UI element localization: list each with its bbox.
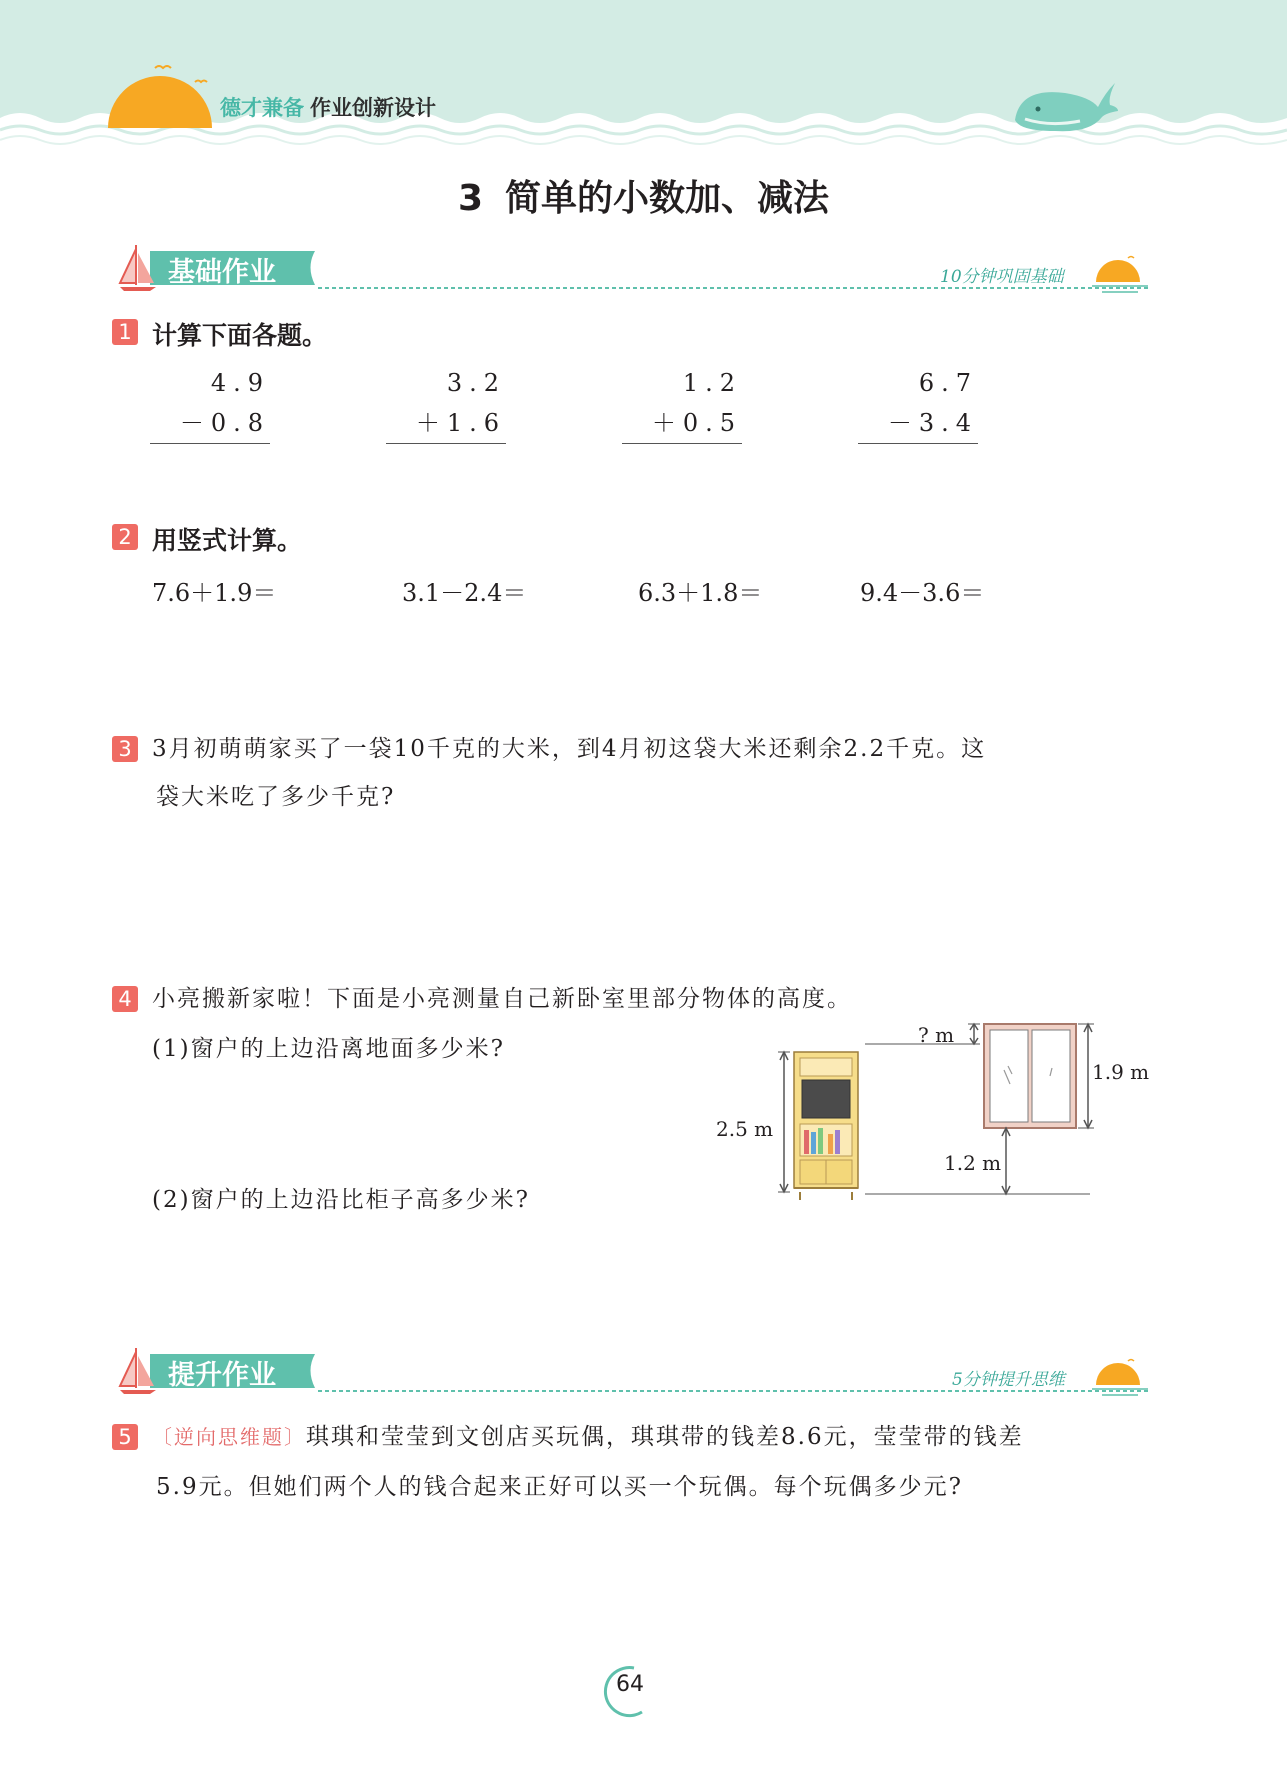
question-number-4: 4 — [112, 986, 138, 1012]
brand-highlight: 德才兼备 — [220, 96, 304, 120]
expression-3: 6.3＋1.8＝ — [638, 579, 763, 607]
room-measurement-figure — [770, 1010, 1150, 1210]
small-sun-icon — [1092, 1355, 1152, 1399]
window-gap-arrow — [968, 1024, 980, 1044]
problem-1-rule — [150, 443, 270, 444]
vertical-problem-2 — [386, 363, 506, 444]
problem-4-bottom: －3.4 — [887, 409, 978, 437]
whale-icon — [1010, 75, 1120, 135]
expression-2: 3.1－2.4＝ — [402, 579, 527, 607]
small-sun-icon — [1092, 252, 1152, 296]
question-2-text: 用竖式计算。 — [152, 526, 303, 555]
expression-4: 9.4－3.6＝ — [860, 579, 985, 607]
problem-1-bottom: －0.8 — [179, 409, 270, 437]
section-label-basic: 基础作业 — [168, 257, 276, 288]
question-5-line-1-text: 琪琪和莹莹到文创店买玩偶，琪琪带的钱差8.6元，莹莹带的钱差 — [306, 1424, 1024, 1450]
cabinet — [794, 1052, 858, 1200]
section-label-advanced: 提升作业 — [168, 1360, 276, 1391]
problem-3-bottom: ＋0.5 — [651, 409, 742, 437]
question-5-line-2: 5.9元。但她们两个人的钱合起来正好可以买一个玩偶。每个玩偶多少元? — [156, 1474, 963, 1500]
question-5-line-1 — [152, 1413, 1024, 1461]
expression-1: 7.6＋1.9＝ — [152, 579, 277, 607]
window-floor-arrow — [1002, 1128, 1010, 1194]
cabinet-height-arrow — [778, 1052, 790, 1192]
problem-4-top: 6.7 — [918, 369, 978, 397]
question-4-sub-2: (2)窗户的上边沿比柜子高多少米? — [152, 1187, 530, 1213]
problem-2-rule — [386, 443, 506, 444]
cabinet-height-label: 2.5 m — [716, 1117, 774, 1141]
brand-rest: 作业创新设计 — [310, 96, 436, 120]
brand-title — [220, 92, 436, 122]
question-4-sub-1: (1)窗户的上边沿离地面多少米? — [152, 1036, 505, 1062]
problem-1-top: 4.9 — [210, 369, 270, 397]
title-text: 简单的小数加、减法 — [505, 178, 830, 219]
question-number-5: 5 — [112, 1424, 138, 1450]
page-number: 64 — [616, 1672, 644, 1697]
problem-3-top: 1.2 — [682, 369, 742, 397]
problem-2-bottom: ＋1.6 — [415, 409, 506, 437]
section-note-advanced: 5分钟提升思维 — [952, 1370, 1065, 1390]
question-number-3: 3 — [112, 736, 138, 762]
question-number-1: 1 — [112, 319, 138, 345]
vertical-problem-3 — [622, 363, 742, 444]
problem-4-rule — [858, 443, 978, 444]
window-height-label: 1.9 m — [1092, 1060, 1150, 1084]
vertical-problem-4 — [858, 363, 978, 444]
window-top-gap-label: ? m — [918, 1023, 955, 1047]
window — [984, 1024, 1076, 1128]
question-3-line-2: 袋大米吃了多少千克? — [156, 784, 396, 810]
section-note-basic: 10分钟巩固基础 — [940, 267, 1064, 287]
question-3-line-1: 3月初萌萌家买了一袋10千克的大米，到4月初这袋大米还剩余2.2千克。这 — [152, 736, 987, 762]
sun-icon — [100, 60, 220, 130]
question-1-text: 计算下面各题。 — [152, 321, 328, 350]
window-from-floor-label: 1.2 m — [944, 1151, 1002, 1175]
question-4-text: 小亮搬新家啦！下面是小亮测量自己新卧室里部分物体的高度。 — [152, 986, 852, 1012]
vertical-problem-1 — [150, 363, 270, 444]
question-5-tag: 〔逆向思维题〕 — [152, 1425, 306, 1449]
question-number-2: 2 — [112, 524, 138, 550]
title-number: 3 — [457, 178, 484, 219]
page-title — [0, 170, 1287, 221]
problem-3-rule — [622, 443, 742, 444]
problem-2-top: 3.2 — [446, 369, 506, 397]
